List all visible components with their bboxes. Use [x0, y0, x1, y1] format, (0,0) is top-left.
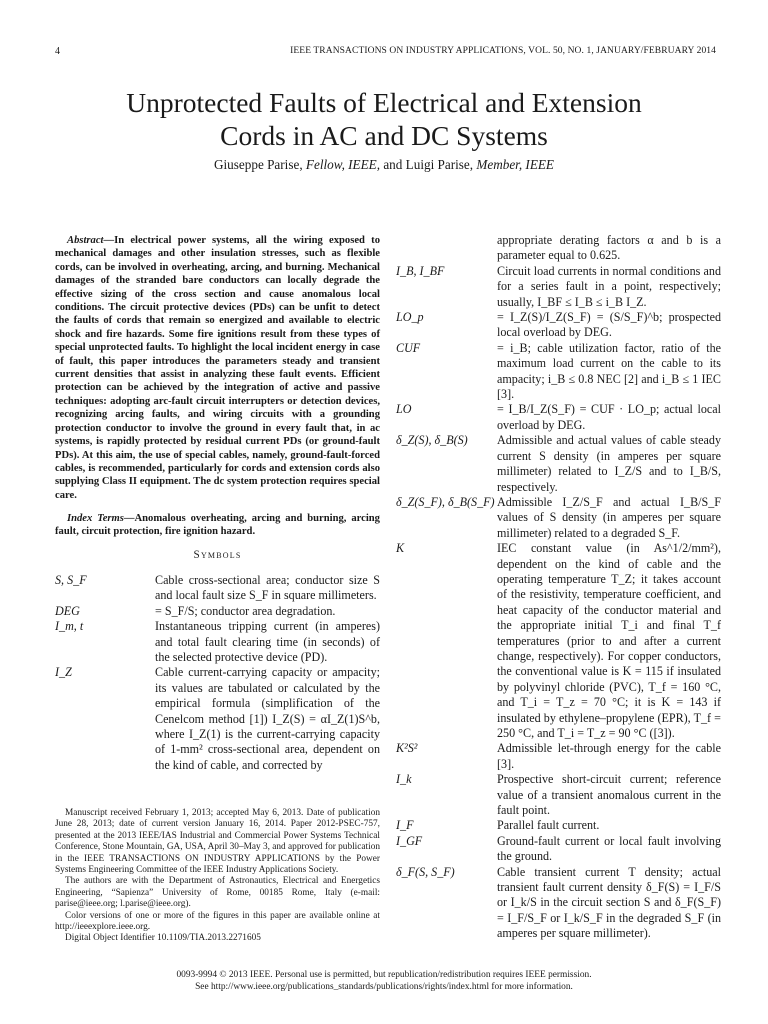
copyright-line-2: See http://www.ieee.org/publications_standards/publications/rights/index.html for more information. [195, 982, 573, 993]
symbol-definition: IEC constant value (in As^1/2/mm²), dependent on the kind of cable and the operating temperature T_Z; it takes account of the resistivity, temperature coefficient, and heat capacity of the conductor material and the appropriate initial T_i and final T_f temperatures (prior to and after a current change, respectively). For copper conductors, the conventional value is K = 115 if insulated by polyvinyl chloride (PVC), T_f = 160 °C, and T_i = T_z = 70 °C; it is K = 143 if insulated by ethylene–propylene (EPR), T_f = 250 °C, and T_i = T_z = 90 °C ([3]). [497, 541, 721, 740]
author-1-role: Fellow, IEEE, [305, 157, 381, 172]
index-terms-lead: Index Terms [67, 513, 124, 524]
symbol-term: I_k [396, 772, 412, 787]
symbol-term: CUF [396, 340, 421, 355]
symbol-definition: Admissible and actual values of cable steady current S density (in amperes per square millimeter) related to I_Z/S and to I_B/S, respectively. [497, 433, 721, 494]
symbol-term: I_GF [396, 833, 423, 848]
footnote-doi: Digital Object Identifier 10.1109/TIA.2013.2271605 [65, 933, 261, 944]
index-terms [55, 512, 380, 539]
symbol-row [396, 402, 721, 433]
symbol-row [396, 433, 721, 495]
symbol-row [55, 573, 380, 604]
symbol-term: δ_Z(S_F), δ_B(S_F) [396, 494, 495, 509]
symbol-definition: appropriate derating factors α and b is a parameter equal to 0.625. [497, 233, 721, 263]
symbol-definition: Instantaneous tripping current (in amperes) and total fault clearing time (in seconds) of the selected protective device (PD). [155, 619, 380, 665]
copyright-line-1: 0093-9994 © 2013 IEEE. Personal use is permitted, but republication/redistribution requires IEEE permission. [176, 970, 592, 980]
symbol-row [55, 665, 380, 773]
symbol-row [396, 541, 721, 741]
symbol-term: I_m, t [55, 619, 84, 634]
symbol-term: DEG [55, 603, 80, 618]
symbol-term: I_B, I_BF [396, 263, 445, 278]
symbol-row [396, 264, 721, 310]
symbol-term: LO_p [396, 310, 424, 325]
symbol-term: S, S_F [55, 573, 87, 587]
footnote-affiliation: The authors are with the Department of Astronautics, Electrical and Energetics Engineering, “Sapienza” University of Rome, 00185 Rome, Italy (e-mail: parise@ieee.org; l.parise@ieee.org). [55, 876, 380, 910]
symbol-definition: Ground-fault current or local fault involving the ground. [497, 833, 721, 864]
abstract-lead: Abstract [67, 235, 104, 246]
symbol-definition: = I_Z(S)/I_Z(S_F) = (S/S_F)^b; prospected local overload by DEG. [497, 310, 721, 340]
running-head: IEEE TRANSACTIONS ON INDUSTRY APPLICATIONS, VOL. 50, NO. 1, JANUARY/FEBRUARY 2014 [290, 46, 716, 56]
symbol-definition: Cable transient current T density; actual transient fault current density δ_F(S) = I_F/S or I_k/S in the circuit section S and δ_F(S_F) = I_F/S_F or I_k/S_F in the degraded S_F (in amperes per square millimeter). [497, 864, 721, 941]
symbol-row [396, 772, 721, 818]
symbol-definition: = S_F/S; conductor area degradation. [155, 603, 336, 618]
author-line [40, 157, 728, 173]
symbol-definition: Cable current-carrying capacity or ampacity; its values are tabulated or calculated by the empirical formula (simplification of the Cenelcom method [1]) I_Z(S) = αI_Z(1)S^b, where I_Z(1) is the current-carrying capacity of 1-mm² cross-sectional area, dependent on the kind of cable, and corrected by [155, 665, 380, 772]
symbol-term: I_Z [55, 665, 72, 680]
symbol-row [396, 865, 721, 942]
symbol-row [396, 834, 721, 865]
symbol-definition: Cable cross-sectional area; conductor size S and local fault size S_F in square millimeters. [155, 573, 380, 603]
symbol-row [55, 619, 380, 665]
title-line-2: Cords in AC and DC Systems [220, 120, 548, 151]
author-conjunction: and Luigi Parise, [383, 157, 474, 172]
footnote-color-versions: Color versions of one or more of the figures in this paper are available online at http://ieeexplore.ieee.org. [55, 910, 380, 933]
symbol-row [396, 495, 721, 541]
symbol-definition: Admissible let-through energy for the cable [3]. [497, 741, 721, 771]
symbol-term: δ_Z(S), δ_B(S) [396, 433, 468, 448]
symbols-heading: Symbols [193, 549, 242, 561]
symbol-term: δ_F(S, S_F) [396, 864, 455, 879]
symbols-table-left [55, 573, 380, 773]
symbol-row [55, 604, 380, 619]
author-1: Giuseppe Parise, [213, 157, 303, 172]
symbol-term [396, 233, 497, 264]
author-2-role: Member, IEEE [476, 157, 554, 172]
symbol-row [396, 233, 721, 264]
symbol-row [396, 818, 721, 833]
footnote-manuscript: Manuscript received February 1, 2013; accepted May 6, 2013. Date of publication June 28, 2013; date of current version January 16, 2014. Paper 2012-PSEC-757, presented at the 2013 IEEE/IAS Industrial and Commercial Power Systems Technical Conference, Stone Mountain, GA, USA, April 30–May 3, and approved for publication in the IEEE TRANSACTIONS ON INDUSTRY APPLICATIONS by the Power Systems Engineering Committee of the IEEE Industry Applications Society. [55, 808, 380, 876]
footnote [55, 808, 380, 945]
abstract [55, 234, 380, 502]
copyright-notice [40, 969, 728, 994]
symbol-row [396, 741, 721, 772]
symbol-term: I_F [396, 818, 414, 833]
symbol-term: K [396, 541, 405, 556]
symbol-row [396, 341, 721, 403]
page-number: 4 [55, 46, 60, 57]
symbol-term: K²S² [396, 741, 418, 756]
title-line-1: Unprotected Faults of Electrical and Extension [126, 87, 642, 118]
symbol-definition: = i_B; cable utilization factor, ratio of the maximum load current on the cable to its ampacity; i_B ≤ 0.8 NEC [2] and i_B ≤ 1 IEC [3]. [497, 340, 721, 402]
symbol-definition: = I_B/I_Z(S_F) = CUF · LO_p; actual local overload by DEG. [497, 402, 721, 432]
paper-title [40, 86, 728, 152]
symbol-definition: Admissible I_Z/S_F and actual I_B/S_F values of S density (in amperes per square millimeter) related to a degraded S_F. [497, 494, 721, 540]
symbol-definition: Prospective short-circuit current; reference value of a transient anomalous current in the fault point. [497, 772, 721, 818]
symbol-term: LO [396, 402, 412, 417]
symbol-definition: Parallel fault current. [497, 818, 600, 833]
abstract-text: —In electrical power systems, all the wiring exposed to mechanical damages and other insulation stresses, such as flexible cords, can be involved in overheating, arcing, and burning. Mechanical damages of the stranded bare conductors can locally degrade the effective sizing of the cross section and cause anomalous local conditions. The circuit protective devices (PDs) can be unfit to detect the faults of cords that remain so energized and available to electric shock and fire hazards. Some fire ignitions result from these types of special unprotected faults. To highlight the local incident energy in case of fault, this paper introduces the parameters steady and transient current densities that assist in analyzing these fault events. Efficient protection can be achieved by the integration of active and passive techniques: adopting arc-fault circuit interrupters or detection devices, recognizing arcing faults, and wiring circuits with a grounding protection conductor to involve the ground in every fault that, in ac systems, is rapidly protected by residual current PDs (or ground-fault PDs). At this aim, the use of special cables, namely, ground-fault-forced cables, is recommended, particularly for cords and extension cords also supplying Class II equipment. The dc system protection requires special care. [55, 235, 380, 501]
symbol-definition: Circuit load currents in normal conditions and for a series fault in a point, respectively; usually, I_BF ≤ I_B ≤ i_B I_Z. [497, 263, 721, 309]
index-terms-text: —Anomalous overheating, arcing and burning, arcing fault, circuit protection, fire ignition hazard. [55, 513, 380, 538]
symbol-row [396, 310, 721, 341]
symbols-table-right [396, 233, 721, 942]
